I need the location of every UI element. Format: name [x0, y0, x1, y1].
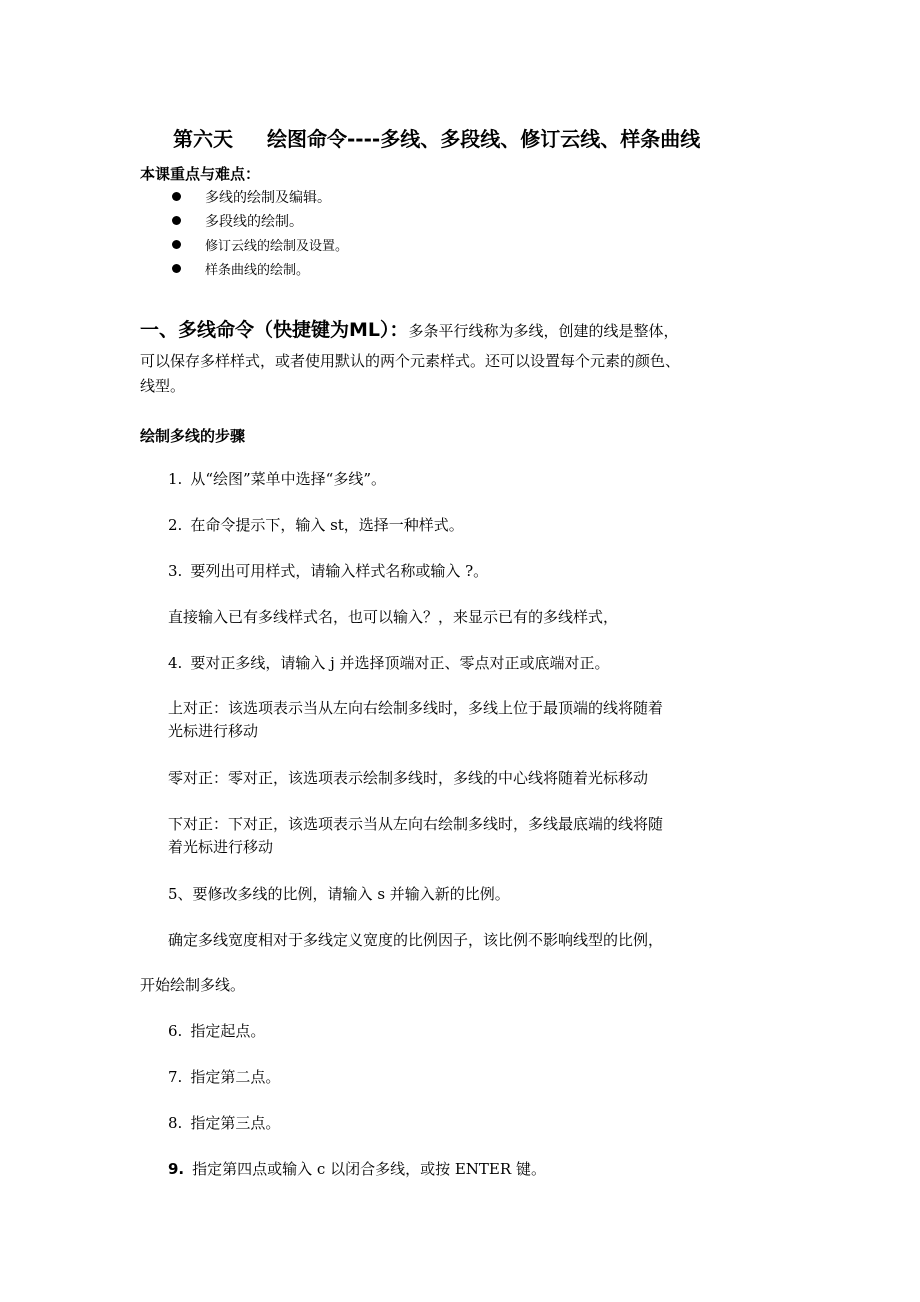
- step-1: 1. 从“绘图”菜单中选择“多线”。: [168, 470, 386, 488]
- list-item: 多线的绘制及编辑。: [172, 187, 331, 207]
- step-3: 3. 要列出可用样式，请输入样式名称或输入 ?。: [168, 562, 489, 580]
- top-align-desc: 上对正：该选项表示当从左向右绘制多线时，多线上位于最顶端的线将随着: [168, 699, 664, 717]
- step-5-note: 确定多线宽度相对于多线定义宽度的比例因子，该比例不影响线型的比例，: [168, 931, 664, 949]
- step-7: 7. 指定第二点。: [168, 1068, 281, 1086]
- top-align-desc-cont: 光标进行移动: [168, 722, 259, 740]
- page-title: [173, 123, 700, 152]
- step-5-note-cont: 开始绘制多线。: [140, 976, 246, 994]
- list-item: 多段线的绘制。: [172, 211, 303, 231]
- section-heading: 一、多线命令（快捷键为ML）：多条平行线称为多线，创建的线是整体，: [140, 319, 679, 341]
- step-9: 9. 指定第四点或输入 c 以闭合多线，或按 ENTER 键。: [168, 1160, 546, 1178]
- bullet-icon: [172, 240, 181, 249]
- paragraph: 可以保存多样样式，或者使用默认的两个元素样式。还可以设置每个元素的颜色、: [140, 352, 681, 370]
- section-intro: 多条平行线称为多线，创建的线是整体，: [408, 322, 679, 340]
- bottom-align-desc-cont: 着光标进行移动: [168, 838, 274, 856]
- step-2: 2. 在命令提示下，输入 st，选择一种样式。: [168, 516, 464, 534]
- steps-heading: 绘制多线的步骤: [140, 427, 246, 445]
- title-topic: 绘图命令----多线、多段线、修订云线、样条曲线: [267, 127, 701, 151]
- zero-align-desc: 零对正：零对正，该选项表示绘制多线时，多线的中心线将随着光标移动: [168, 769, 649, 787]
- key-points-heading: 本课重点与难点：: [140, 165, 261, 183]
- step-6: 6. 指定起点。: [168, 1022, 266, 1040]
- step-5: 5、要修改多线的比例，请输入 s 并输入新的比例。: [168, 885, 510, 903]
- title-day: 第六天: [173, 127, 233, 151]
- list-item: 样条曲线的绘制。: [172, 259, 309, 278]
- bullet-icon: [172, 264, 181, 273]
- bullet-icon: [172, 192, 181, 201]
- bullet-icon: [172, 216, 181, 225]
- step-3-note: 直接输入已有多线样式名，也可以输入？，来显示已有的多线样式，: [168, 608, 619, 626]
- bottom-align-desc: 下对正：下对正，该选项表示当从左向右绘制多线时，多线最底端的线将随: [168, 815, 664, 833]
- list-item: 修订云线的绘制及设置。: [172, 235, 348, 254]
- paragraph: 线型。: [140, 377, 186, 395]
- step-8: 8. 指定第三点。: [168, 1114, 281, 1132]
- step-4: 4. 要对正多线，请输入 j 并选择顶端对正、零点对正或底端对正。: [168, 654, 610, 672]
